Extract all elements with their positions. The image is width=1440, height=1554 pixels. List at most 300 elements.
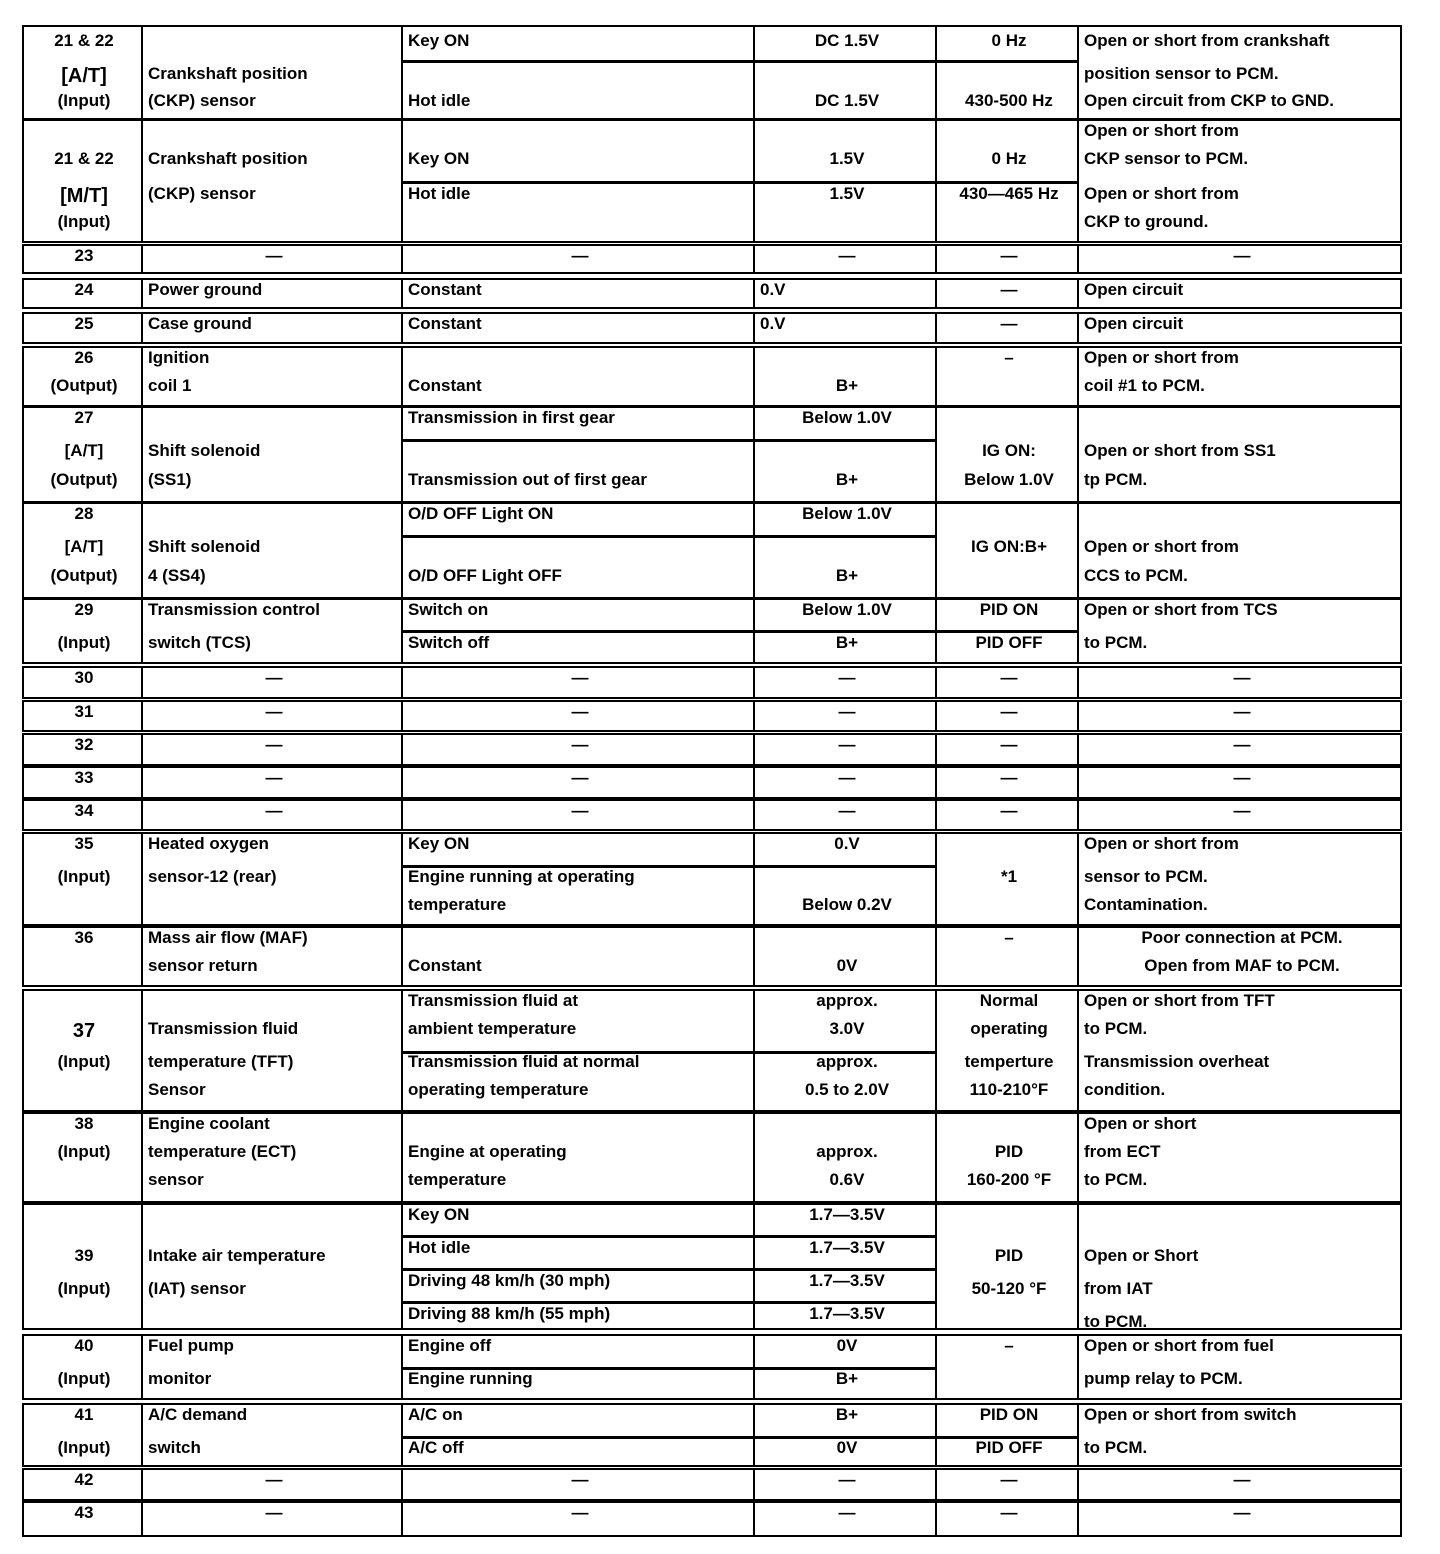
- empty-dash: —: [265, 801, 283, 820]
- frequency-pid: IG ON:B+: [970, 537, 1048, 556]
- column-divider: [935, 408, 937, 501]
- voltage-value: 0.6V: [829, 1170, 865, 1189]
- table-row: [22, 926, 1402, 987]
- possible-cause: Open circuit: [1084, 314, 1184, 333]
- column-divider: [1077, 801, 1079, 829]
- column-divider: [141, 1114, 143, 1201]
- cell-divider: [754, 60, 936, 63]
- column-divider: [141, 504, 143, 597]
- column-divider: [401, 27, 403, 118]
- empty-dash: —: [838, 668, 856, 687]
- pin-number: 34: [74, 801, 94, 820]
- table-row: [22, 25, 1402, 120]
- signal-name: Mass air flow (MAF): [148, 928, 308, 947]
- empty-dash: —: [1000, 768, 1018, 787]
- voltage-value: B+: [835, 633, 859, 652]
- test-condition: Engine at operating: [408, 1142, 567, 1161]
- frequency-pid: PID OFF: [975, 1438, 1043, 1457]
- empty-dash: —: [838, 735, 856, 754]
- possible-cause: tp PCM.: [1084, 470, 1148, 489]
- pin-number: 31: [74, 702, 94, 721]
- cell-divider: [754, 865, 936, 868]
- pcm-terminal-table: [22, 22, 1404, 1540]
- possible-cause: Poor connection at PCM.: [1141, 928, 1343, 947]
- table-row: [22, 244, 1402, 274]
- pin-number: 23: [74, 246, 94, 265]
- column-divider: [935, 834, 937, 924]
- column-divider: [753, 768, 755, 797]
- test-condition: Transmission out of first gear: [408, 470, 647, 489]
- signal-name: (IAT) sensor: [148, 1279, 246, 1298]
- column-divider: [141, 668, 143, 697]
- pin-number: (Input): [57, 867, 111, 886]
- empty-dash: —: [571, 1470, 589, 1489]
- pin-number: 21 & 22: [54, 31, 114, 50]
- signal-name: Ignition: [148, 348, 210, 367]
- voltage-value: approx.: [816, 1052, 878, 1071]
- column-divider: [141, 1405, 143, 1465]
- possible-cause: Open or short from fuel: [1084, 1336, 1274, 1355]
- frequency-pid: –: [1004, 348, 1014, 367]
- column-divider: [935, 348, 937, 405]
- frequency-pid: PID ON: [979, 1405, 1039, 1424]
- voltage-value: approx.: [816, 991, 878, 1010]
- column-divider: [401, 246, 403, 272]
- column-divider: [1077, 1405, 1079, 1465]
- column-divider: [1077, 314, 1079, 342]
- signal-name: sensor return: [148, 956, 258, 975]
- frequency-pid: 430—465 Hz: [959, 184, 1059, 203]
- possible-cause: coil #1 to PCM.: [1084, 376, 1205, 395]
- voltage-value: 1.7—3.5V: [809, 1271, 885, 1290]
- test-condition: Switch on: [408, 600, 489, 619]
- column-divider: [401, 668, 403, 697]
- column-divider: [935, 702, 937, 730]
- pin-number: (Input): [57, 91, 111, 110]
- test-condition: O/D OFF Light ON: [408, 504, 554, 523]
- column-divider: [935, 801, 937, 829]
- column-divider: [935, 280, 937, 307]
- empty-dash: —: [265, 668, 283, 687]
- frequency-pid: PID OFF: [975, 633, 1043, 652]
- signal-name: sensor-12 (rear): [148, 867, 277, 886]
- signal-name: (CKP) sensor: [148, 91, 256, 110]
- column-divider: [401, 280, 403, 307]
- frequency-pid: *1: [1000, 867, 1018, 886]
- test-condition: Key ON: [408, 31, 470, 50]
- pin-number: 32: [74, 735, 94, 754]
- voltage-value: 0.V: [760, 280, 786, 299]
- cell-divider: [402, 60, 754, 63]
- signal-name: Shift solenoid: [148, 537, 261, 556]
- empty-dash: —: [1233, 1503, 1251, 1522]
- pin-number: (Output): [50, 470, 118, 489]
- frequency-pid: 0 Hz: [991, 149, 1027, 168]
- possible-cause: Open from MAF to PCM.: [1144, 956, 1340, 975]
- column-divider: [753, 280, 755, 307]
- voltage-value: 0.5 to 2.0V: [804, 1080, 890, 1099]
- column-divider: [141, 928, 143, 985]
- empty-dash: —: [265, 735, 283, 754]
- test-condition: Hot idle: [408, 1238, 471, 1257]
- empty-dash: —: [265, 1470, 283, 1489]
- column-divider: [141, 246, 143, 272]
- column-divider: [935, 735, 937, 764]
- possible-cause: Transmission overheat: [1084, 1052, 1270, 1071]
- column-divider: [935, 504, 937, 597]
- pin-number: 39: [74, 1246, 94, 1265]
- test-condition: Constant: [408, 376, 482, 395]
- voltage-value: DC 1.5V: [814, 31, 880, 50]
- cell-divider: [754, 535, 936, 538]
- table-row: [22, 312, 1402, 344]
- column-divider: [935, 246, 937, 272]
- possible-cause: condition.: [1084, 1080, 1166, 1099]
- voltage-value: B+: [835, 1405, 859, 1424]
- table-row: [22, 733, 1402, 766]
- signal-name: Shift solenoid: [148, 441, 261, 460]
- column-divider: [753, 928, 755, 985]
- column-divider: [401, 314, 403, 342]
- voltage-value: 1.7—3.5V: [809, 1238, 885, 1257]
- possible-cause: to PCM.: [1084, 1438, 1148, 1457]
- column-divider: [753, 668, 755, 697]
- frequency-pid: –: [1004, 1336, 1014, 1355]
- possible-cause: Open or short from: [1084, 537, 1239, 556]
- column-divider: [935, 768, 937, 797]
- possible-cause: Open or short from: [1084, 184, 1239, 203]
- column-divider: [753, 27, 755, 118]
- possible-cause: CKP to ground.: [1084, 212, 1209, 231]
- signal-name: sensor: [148, 1170, 204, 1189]
- column-divider: [1077, 348, 1079, 405]
- column-divider: [1077, 408, 1079, 501]
- possible-cause: Contamination.: [1084, 895, 1208, 914]
- test-condition: O/D OFF Light OFF: [408, 566, 562, 585]
- pin-number: (Input): [57, 1052, 111, 1071]
- empty-dash: —: [265, 768, 283, 787]
- pin-number: (Input): [57, 1279, 111, 1298]
- table-row: [22, 700, 1402, 732]
- voltage-value: B+: [835, 566, 859, 585]
- voltage-value: 1.5V: [829, 184, 865, 203]
- voltage-value: approx.: [816, 1142, 878, 1161]
- empty-dash: —: [1000, 735, 1018, 754]
- signal-name: Engine coolant: [148, 1114, 270, 1133]
- table-row: [22, 832, 1402, 926]
- empty-dash: —: [1000, 668, 1018, 687]
- possible-cause: Open or short from: [1084, 348, 1239, 367]
- column-divider: [141, 768, 143, 797]
- column-divider: [401, 408, 403, 501]
- column-divider: [935, 314, 937, 342]
- pin-number: 40: [74, 1336, 94, 1355]
- column-divider: [141, 702, 143, 730]
- voltage-value: Below 1.0V: [802, 600, 892, 619]
- empty-dash: —: [571, 768, 589, 787]
- voltage-value: B+: [835, 376, 859, 395]
- test-condition: Hot idle: [408, 91, 471, 110]
- empty-dash: —: [571, 735, 589, 754]
- pin-number: 41: [74, 1405, 94, 1424]
- empty-dash: —: [1233, 668, 1251, 687]
- column-divider: [401, 348, 403, 405]
- test-condition: Key ON: [408, 834, 470, 853]
- column-divider: [141, 27, 143, 118]
- signal-name: Sensor: [148, 1080, 206, 1099]
- possible-cause: to PCM.: [1084, 1019, 1148, 1038]
- test-condition: Engine off: [408, 1336, 492, 1355]
- voltage-value: DC 1.5V: [814, 91, 880, 110]
- table-row: [22, 1334, 1402, 1400]
- pin-number: (Input): [57, 1438, 111, 1457]
- column-divider: [753, 1114, 755, 1201]
- cell-divider: [754, 439, 936, 442]
- pin-number: [A/T]: [64, 537, 104, 556]
- column-divider: [935, 1503, 937, 1535]
- empty-dash: —: [265, 702, 283, 721]
- signal-name: monitor: [148, 1369, 212, 1388]
- frequency-pid: Below 1.0V: [964, 470, 1054, 489]
- possible-cause: Open or short from TCS: [1084, 600, 1278, 619]
- empty-dash: —: [1233, 735, 1251, 754]
- empty-dash: —: [265, 1503, 283, 1522]
- test-condition: Engine running: [408, 1369, 533, 1388]
- column-divider: [1077, 702, 1079, 730]
- empty-dash: —: [838, 702, 856, 721]
- pin-number: 21 & 22: [54, 149, 114, 168]
- signal-name: switch: [148, 1438, 201, 1457]
- column-divider: [753, 1205, 755, 1328]
- possible-cause: sensor to PCM.: [1084, 867, 1208, 886]
- column-divider: [1077, 991, 1079, 1110]
- pin-number: 35: [74, 834, 94, 853]
- column-divider: [401, 1205, 403, 1328]
- column-divider: [1077, 1114, 1079, 1201]
- table-row: [22, 1403, 1402, 1467]
- empty-dash: —: [1233, 702, 1251, 721]
- column-divider: [141, 280, 143, 307]
- column-divider: [141, 348, 143, 405]
- column-divider: [141, 408, 143, 501]
- table-row: [22, 598, 1402, 664]
- empty-dash: —: [1000, 702, 1018, 721]
- voltage-value: 0.V: [760, 314, 786, 333]
- signal-name: A/C demand: [148, 1405, 248, 1424]
- empty-dash: —: [1233, 246, 1251, 265]
- pin-number: 28: [74, 504, 94, 523]
- column-divider: [753, 1405, 755, 1465]
- test-condition: Hot idle: [408, 184, 471, 203]
- pin-number: (Input): [57, 1142, 111, 1161]
- signal-name: Transmission fluid: [148, 1019, 299, 1038]
- test-condition: Key ON: [408, 1205, 470, 1224]
- column-divider: [141, 801, 143, 829]
- empty-dash: —: [838, 801, 856, 820]
- pin-number: (Output): [50, 566, 118, 585]
- frequency-pid: IG ON:: [982, 441, 1036, 460]
- column-divider: [401, 928, 403, 985]
- signal-name: Power ground: [148, 280, 263, 299]
- pin-number: 38: [74, 1114, 94, 1133]
- empty-dash: —: [571, 801, 589, 820]
- column-divider: [935, 1114, 937, 1201]
- column-divider: [401, 1470, 403, 1499]
- column-divider: [935, 1405, 937, 1465]
- voltage-value: Below 1.0V: [802, 408, 892, 427]
- pin-number: 37: [72, 1020, 96, 1042]
- test-condition: Constant: [408, 280, 482, 299]
- empty-dash: —: [1000, 246, 1018, 265]
- possible-cause: Open circuit: [1084, 280, 1184, 299]
- voltage-value: B+: [835, 470, 859, 489]
- voltage-value: 1.5V: [829, 149, 865, 168]
- voltage-value: 0V: [836, 956, 858, 975]
- column-divider: [141, 1470, 143, 1499]
- voltage-value: 0V: [836, 1438, 858, 1457]
- column-divider: [401, 504, 403, 597]
- possible-cause: Open circuit from CKP to GND.: [1084, 91, 1334, 110]
- column-divider: [753, 735, 755, 764]
- signal-name: temperature (ECT): [148, 1142, 297, 1161]
- possible-cause: Open or Short: [1084, 1246, 1199, 1265]
- frequency-pid: 0 Hz: [991, 31, 1027, 50]
- column-divider: [1077, 280, 1079, 307]
- test-condition: Engine running at operating: [408, 867, 635, 886]
- pin-number: 33: [74, 768, 94, 787]
- column-divider: [753, 702, 755, 730]
- empty-dash: —: [1233, 768, 1251, 787]
- column-divider: [753, 1470, 755, 1499]
- pin-number: 24: [74, 280, 94, 299]
- column-divider: [401, 834, 403, 924]
- column-divider: [1077, 246, 1079, 272]
- column-divider: [753, 1503, 755, 1535]
- empty-dash: —: [1000, 801, 1018, 820]
- signal-name: switch (TCS): [148, 633, 251, 652]
- signal-name: temperature (TFT): [148, 1052, 294, 1071]
- pin-number: 29: [74, 600, 94, 619]
- column-divider: [401, 735, 403, 764]
- column-divider: [141, 1205, 143, 1328]
- empty-dash: —: [838, 1470, 856, 1489]
- column-divider: [141, 991, 143, 1110]
- voltage-value: 3.0V: [829, 1019, 865, 1038]
- column-divider: [401, 768, 403, 797]
- test-condition: Driving 88 km/h (55 mph): [408, 1304, 611, 1323]
- frequency-pid: PID ON: [979, 600, 1039, 619]
- column-divider: [753, 834, 755, 924]
- signal-name: Intake air temperature: [148, 1246, 326, 1265]
- column-divider: [1077, 1336, 1079, 1398]
- cell-divider: [936, 60, 1078, 63]
- pin-number: 36: [74, 928, 94, 947]
- possible-cause: Open or short: [1084, 1114, 1197, 1133]
- test-condition: Transmission fluid at: [408, 991, 579, 1010]
- column-divider: [1077, 504, 1079, 597]
- signal-name: Heated oxygen: [148, 834, 269, 853]
- column-divider: [753, 348, 755, 405]
- pin-number: 26: [74, 348, 94, 367]
- voltage-value: Below 1.0V: [802, 504, 892, 523]
- table-row: [22, 666, 1402, 699]
- empty-dash: —: [1233, 801, 1251, 820]
- column-divider: [141, 314, 143, 342]
- frequency-pid: PID: [994, 1142, 1024, 1161]
- signal-name: Crankshaft position: [148, 64, 308, 83]
- pin-number: (Output): [50, 376, 118, 395]
- empty-dash: —: [1000, 1470, 1018, 1489]
- possible-cause: to PCM.: [1084, 633, 1148, 652]
- table-row: [22, 346, 1402, 407]
- pin-number: (Input): [57, 1369, 111, 1388]
- possible-cause: Open or short from TFT: [1084, 991, 1275, 1010]
- column-divider: [935, 1205, 937, 1328]
- test-condition: Transmission fluid at normal: [408, 1052, 640, 1071]
- possible-cause: Open or short from switch: [1084, 1405, 1297, 1424]
- signal-name: Fuel pump: [148, 1336, 234, 1355]
- column-divider: [1077, 1503, 1079, 1535]
- test-condition: Transmission in first gear: [408, 408, 615, 427]
- empty-dash: —: [1000, 314, 1018, 333]
- voltage-value: B+: [835, 1369, 859, 1388]
- column-divider: [1077, 1205, 1079, 1328]
- empty-dash: —: [1233, 1470, 1251, 1489]
- test-condition: A/C on: [408, 1405, 463, 1424]
- frequency-pid: Normal: [979, 991, 1039, 1010]
- frequency-pid: temperture: [964, 1052, 1054, 1071]
- signal-name: 4 (SS4): [148, 566, 206, 585]
- cell-divider: [402, 439, 754, 442]
- test-condition: operating temperature: [408, 1080, 589, 1099]
- test-condition: temperature: [408, 1170, 507, 1189]
- possible-cause: Open or short from SS1: [1084, 441, 1276, 460]
- empty-dash: —: [838, 1503, 856, 1522]
- table-row: [22, 799, 1402, 831]
- column-divider: [401, 1114, 403, 1201]
- possible-cause: CKP sensor to PCM.: [1084, 149, 1249, 168]
- column-divider: [1077, 668, 1079, 697]
- voltage-value: 1.7—3.5V: [809, 1304, 885, 1323]
- frequency-pid: 50-120 °F: [971, 1279, 1047, 1298]
- column-divider: [1077, 27, 1079, 118]
- possible-cause: pump relay to PCM.: [1084, 1369, 1243, 1388]
- pin-number: [A/T]: [61, 65, 107, 87]
- column-divider: [1077, 928, 1079, 985]
- column-divider: [1077, 768, 1079, 797]
- column-divider: [401, 1503, 403, 1535]
- column-divider: [401, 801, 403, 829]
- empty-dash: —: [1000, 1503, 1018, 1522]
- column-divider: [753, 408, 755, 501]
- empty-dash: —: [571, 1503, 589, 1522]
- table-row: [22, 766, 1402, 799]
- table-row: [22, 1112, 1402, 1203]
- empty-dash: —: [838, 246, 856, 265]
- column-divider: [753, 504, 755, 597]
- empty-dash: —: [571, 246, 589, 265]
- possible-cause: Open or short from: [1084, 121, 1239, 140]
- voltage-value: 0V: [836, 1336, 858, 1355]
- signal-name: Case ground: [148, 314, 252, 333]
- frequency-pid: –: [1004, 928, 1014, 947]
- pin-number: [A/T]: [64, 441, 104, 460]
- pin-number: 25: [74, 314, 94, 333]
- signal-name: Transmission control: [148, 600, 320, 619]
- pin-number: (Input): [57, 212, 111, 231]
- table-row: [22, 1468, 1402, 1501]
- pin-number: 43: [74, 1503, 94, 1522]
